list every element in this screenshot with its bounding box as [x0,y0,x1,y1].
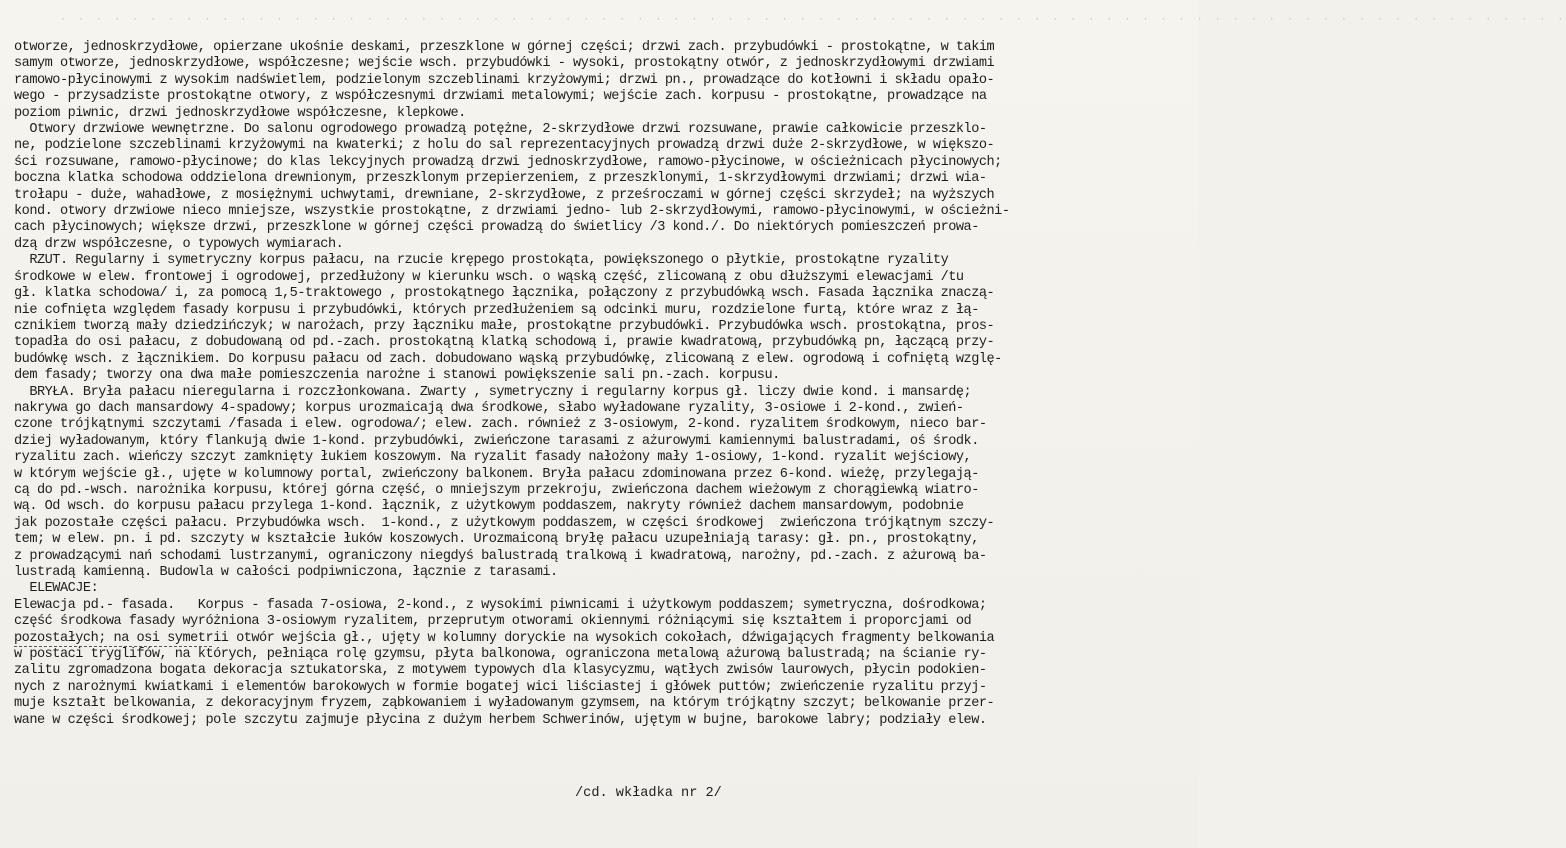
text-line: nych z narożnymi kwiatkami i elementów barokowych w formie bogatej wici liściastej i główek puttów; zwieńczenie ryzalitu przyj- [14,679,987,695]
text-line: budówkę wsch. z łącznikiem. Do korpusu pałacu od zach. dobudowano wąską przybudówkę, zlicowaną z elew. ogrodową i cofniętą wzglę- [14,351,1002,367]
text-line: nie cofnięta względem fasady korpusu i przybudówki, których przedłużeniem są odcinki muru, rozdzielone furtą, które wraz z łą- [14,302,979,318]
text-line: kond. otwory drzwiowe nieco mniejsze, wszystkie prostokątne, z drzwiami jedno- lub 2-skrzydłowymi, ramowo-płycinowymi, w ościeżni- [14,204,1010,220]
text-line: dzą drzw współczesne, o typowych wymiarach. [14,236,344,252]
text-line: część środkowa fasady wyróżniona 3-osiowym ryzalitem, przeprutym otworami okiennymi różniącymi się kształtem i proporcjami od [14,614,972,630]
text-line: lustradą kamienną. Budowla w całości podpiwniczona, łącznie z tarasami. [14,565,558,580]
text-line: ne, podzielone szczeblinami krzyżowymi na kwaterki; z holu do sal reprezentacyjnych prowadzą drzwi duże 2-skrzydłowe, w większo- [14,138,995,154]
text-line: ści rozsuwane, ramowo-płycinowe; do klas lekcyjnych prowadzą drzwi jednoskrzydłowe, ramowo-płycinowe, w ościeżnicach płycinowych; [14,154,1002,170]
text-line: muje kształt belkowania, z dekoracyjnym fryzem, ząbkowaniem i wyładowanym gzymsem, na którym trójkątny szczyt; belkowanie przer- [14,696,995,712]
text-line: Elewacja pd.- fasada. Korpus - fasada 7-osiowa, 2-kond., z wysokimi piwnicami i użytkowym poddaszem; symetryczna, dośrodkowa; [14,597,987,613]
text-line: BRYŁA. Bryła pałacu nieregularna i rozczłonkowana. Zwarty , symetryczny i regularny korpus gł. liczy dwie kond. i mansardę; [14,384,972,400]
text-line: cach płycinowych; większe drzwi, przeszklone w górnej części prowadzą do świetlicy /3 kond./. Do niektórych pomieszczeń prowa- [14,220,979,236]
text-line: w postaci tryglifów, na których, pełniąca rolę gzymsu, płyta balkonowa, ograniczona metalową ażurową balustradą; na ścianie ry- [14,647,987,663]
text-line: otworze, jednoskrzydłowe, opierzane ukośnie deskami, przeszklone w górnej części; drzwi zach. przybudówki - prostokątne, w takim [14,40,995,55]
text-line: wane w części środkowej; pole szczytu zajmuje płycina z dużym herbem Schwerinów, ujętym w bujne, barokowe labry; podziały elew. [14,712,987,728]
text-line: Otwory drzwiowe wewnętrzne. Do salonu ogrodowego prowadzą potężne, 2-skrzydłowe drzwi rozsuwane, prawie całkowicie przeszklo- [14,122,987,138]
text-line: gł. klatka schodowa/ i, za pomocą 1,5-traktowego , prostokątnego łącznika, połączony z przybudówką wsch. Fasada łącznika znaczą- [14,286,995,302]
text-line: samym otworze, jednoskrzydłowe, współczesne; wejście wsch. przybudówki - wysoki, prostokątny otwór, z jednoskrzydłowymi drzwiami [14,56,995,72]
text-line: z prowadzącymi nań schodami lustrzanymi, ograniczony niegdyś balustradą tralkową i kwadratową, narożny, pd.-zach. z ażurową ba- [14,548,987,564]
text-line: trołapu - duże, wahadłowe, z mosiężnymi uchwytami, drewniane, 2-skrzydłowe, z prześroczami w górnej części skrzydeł; na wyższych [14,187,995,203]
typewritten-body [14,40,1189,729]
show-through-text: · · · · · · · · · · · · · · · · · · · · · · · · · · · · · · · · · · · · · · · · · · · · · · · · · · · · · · · · · · · · · · · · · · · · · · · · · · · · · · · · · · · · [60,14,1566,25]
handwritten-underline [14,646,212,649]
text-line: w którym wejście gł., ujęte w kolumnowy portal, zwieńczony balkonem. Bryła pałacu zdominowana przez 6-kond. wieżę, przylegają- [14,466,979,482]
text-line: cą do pd.-wsch. narożnika korpusu, której górna część, o mniejszym przekroju, zwieńczona dachem wieżowym z chorągiewką wiatro- [14,482,979,498]
text-line: topadła do osi pałacu, z dobudowaną od pd.-zach. prostokątną klatką schodową i, prawie kwadratową, przybudówką pn, łączącą przy- [14,335,995,351]
text-line: zalitu zgromadzona bogata dekoracja sztukatorska, z motywem typowych dla klasycyzmu, wątłych zwisów laurowych, płycin podokien- [14,663,987,679]
text-line: jak pozostałe części pałacu. Przybudówka wsch. 1-kond., z użytkowym poddaszem, w części środkowej zwieńczona trójkątnym szczy- [14,515,995,531]
text-line: pozostałych; na osi symetrii otwór wejścia gł., ujęty w kolumny doryckie na wysokich cokołach, dźwigających fragmenty belkowania [14,630,995,646]
text-line: wą. Od wsch. do korpusu pałacu przylega 1-kond. łącznik, z użytkowym poddaszem, nakryty również dachem mansardowym, podobnie [14,499,964,515]
text-line: ramowo-płycinowymi z wysokim nadświetlem, podzielonym szczeblinami krzyżowymi; drzwi pn., prowadzące do kotłowni i składu opało- [14,72,995,88]
text-line: ELEWACJE: [14,581,99,597]
continuation-note: /cd. wkładka nr 2/ [575,786,722,801]
text-line: nakrywa go dach mansardowy 4-spadowy; korpus urozmaicają dwa środkowe, słabo wyładowane ryzality, 3-osiowe i 2-kond., zwień- [14,400,964,416]
text-line: RZUT. Regularny i symetryczny korpus pałacu, na rzucie krępego prostokąta, powiększonego o płytkie, prostokątne ryzality [14,253,949,269]
text-line: boczna klatka schodowa oddzielona drewnionym, przeszklonym przepierzeniem, z przeszklonymi, 1-skrzydłowymi drzwiami; drzwi wia- [14,171,987,187]
text-line: poziom piwnic, drzwi jednoskrzydłowe współczesne, klepkowe. [14,105,466,121]
text-line: czone trójkątnymi szczytami /fasada i elew. ogrodowa/; elew. zach. również z 3-osiowym, 2-kond. ryzalitem środkowym, nieco bar- [14,417,987,433]
text-line: tem; w elew. pn. i pd. szczyty w kształcie łuków koszowych. Urozmaiconą bryłę pałacu uzupełniają tarasy: gł. pn., prostokątny, [14,532,979,548]
text-line: dem fasady; tworzy ona dwa małe pomieszczenia narożne i stanowi powiększenie sali pn.-zach. korpusu. [14,368,780,384]
text-line: ryzalitu zach. wieńczy szczyt zamknięty łukiem koszowym. Na ryzalit fasady nałożony mały 1-osiowy, 1-kond. ryzalit wejściowy, [14,450,972,466]
text-line: dziej wyładowanym, który flankują dwie 1-kond. przybudówki, zwieńczone tarasami z ażurowymi kamiennymi balustradami, oś środk. [14,433,979,449]
text-line: cznikiem tworzą mały dziedzińczyk; w narożach, przy łączniku małe, prostokątne przybudówki. Przybudówka wsch. prostokątna, pros- [14,318,995,334]
text-line: wego - przysadziste prostokątne otwory, z współczesnymi drzwiami metalowymi; wejście zach. korpusu - prostokątne, prowadzące na [14,89,987,105]
text-line: środkowe w elew. frontowej i ogrodowej, przedłużony w kierunku wsch. o wąską część, zlicowaną z obu dłuższymi elewacjami /tu [14,269,964,285]
